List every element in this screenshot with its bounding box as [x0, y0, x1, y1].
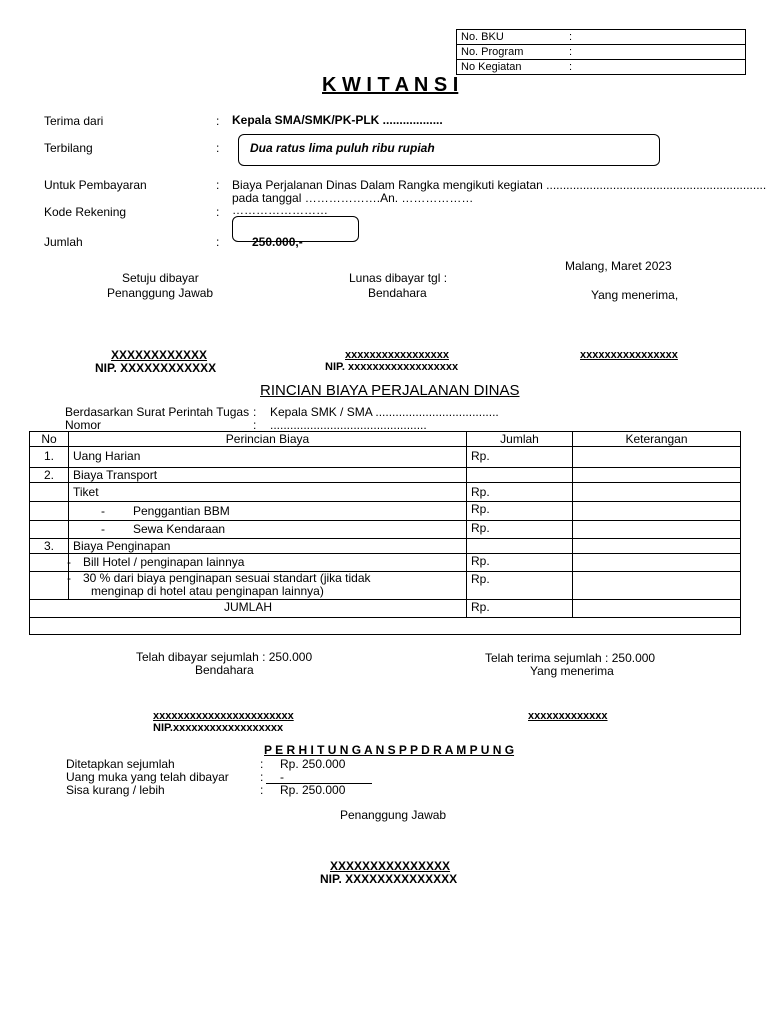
signatory-name-3: xxxxxxxxxxxxxxxx: [580, 349, 678, 361]
total-amount: Rp.: [467, 600, 573, 618]
table-row: [30, 447, 741, 468]
row-note: [573, 468, 741, 483]
row-amount: Rp.: [467, 554, 573, 572]
table-header-row: [30, 432, 741, 447]
row-desc: [69, 502, 467, 521]
colon: :: [216, 205, 220, 219]
header-jumlah: Jumlah: [467, 432, 573, 447]
colon: :: [260, 783, 264, 797]
row-amount: Rp.: [467, 483, 573, 502]
row-note: [573, 521, 741, 539]
colon: :: [253, 405, 257, 419]
table-row: [30, 502, 741, 521]
row-no: [30, 572, 69, 600]
table-row: [30, 483, 741, 502]
penanggung-jawab-bottom: Penanggung Jawab: [340, 808, 447, 822]
table-empty-row: [30, 618, 741, 635]
row-desc: Biaya Penginapan: [69, 539, 467, 554]
header-row-kegiatan: [457, 60, 746, 75]
colon: :: [216, 141, 220, 155]
row-desc: [69, 554, 467, 572]
row-desc-text: Penggantian BBM: [133, 504, 230, 518]
row-note: [573, 447, 741, 468]
colon: :: [216, 178, 220, 192]
bullet-dash: -: [101, 504, 105, 518]
row-desc: [69, 572, 467, 600]
empty-cell: [30, 618, 741, 635]
colon: :: [253, 418, 257, 432]
kode-rekening-value: ……………………: [232, 203, 328, 217]
uang-muka-value: -: [280, 770, 284, 784]
row-amount: Rp.: [467, 521, 573, 539]
header-info-box: [456, 29, 746, 75]
penanggung-jawab: Penanggung Jawab: [107, 286, 214, 300]
perhitungan-title: P E R H I T U N G A N S P P D R A M P U N G: [264, 743, 515, 757]
row-note: [573, 572, 741, 600]
table-row: [30, 468, 741, 483]
untuk-pembayaran-label: Untuk Pembayaran: [44, 178, 147, 192]
row-amount: Rp.: [467, 502, 573, 521]
header-no: No: [30, 432, 69, 447]
row-desc-text: 30 % dari biaya penginapan sesuai standart (jika tidak: [83, 571, 371, 585]
row-desc-text-2: menginap di hotel atau penginapan lainnya): [91, 584, 324, 598]
table-total-row: [30, 600, 741, 618]
untuk-pembayaran-value-2: pada tanggal ……………….An. ………………: [232, 191, 474, 205]
sisa-label: Sisa kurang / lebih: [66, 783, 165, 797]
signatory-nip-mid-1: NIP.xxxxxxxxxxxxxxxxxx: [153, 722, 284, 734]
table-row: [30, 572, 741, 600]
total-label: JUMLAH: [30, 600, 467, 618]
row-desc-text: Sewa Kendaraan: [133, 522, 226, 536]
colon: :: [216, 114, 220, 128]
rincian-table: [29, 431, 741, 635]
signatory-name-2: xxxxxxxxxxxxxxxxx: [345, 349, 450, 361]
yang-menerima-mid: Yang menerima: [530, 664, 614, 678]
row-no: [30, 502, 69, 521]
ditetapkan-label: Ditetapkan sejumlah: [66, 757, 175, 771]
bullet-dash: -: [67, 555, 71, 569]
telah-dibayar: Telah dibayar sejumlah : 250.000: [136, 650, 313, 664]
signatory-name-1: XXXXXXXXXXXX: [111, 348, 208, 362]
colon: :: [216, 235, 220, 249]
telah-terima: Telah terima sejumlah : 250.000: [485, 651, 656, 665]
row-desc: Tiket: [69, 483, 467, 502]
sisa-value: Rp. 250.000: [280, 783, 346, 797]
row-amount: [467, 468, 573, 483]
nomor-value: ...............................................: [270, 418, 427, 432]
untuk-pembayaran-value: Biaya Perjalanan Dinas Dalam Rangka mengikuti kegiatan ..................................................................: [232, 178, 767, 192]
sp-value: Kepala SMK / SMA .....................................: [270, 405, 499, 419]
row-desc: Biaya Transport: [69, 468, 467, 483]
header-value: :: [565, 45, 746, 60]
row-no: [30, 521, 69, 539]
place-date: Malang, Maret 2023: [565, 259, 672, 273]
row-desc-text: Bill Hotel / penginapan lainnya: [83, 555, 245, 569]
rincian-title: RINCIAN BIAYA PERJALANAN DINAS: [260, 382, 520, 399]
header-perincian: Perincian Biaya: [69, 432, 467, 447]
table-row: [30, 554, 741, 572]
header-label: No Kegiatan: [457, 60, 566, 75]
ditetapkan-value: Rp. 250.000: [280, 757, 346, 771]
table-row: [30, 521, 741, 539]
uang-muka-label: Uang muka yang telah dibayar: [66, 770, 229, 784]
bendahara-mid: Bendahara: [195, 663, 254, 677]
row-note: [573, 483, 741, 502]
jumlah-value: 250.000,-: [252, 235, 303, 249]
header-keterangan: Keterangan: [573, 432, 741, 447]
signatory-nip-bottom: NIP. XXXXXXXXXXXXXX: [320, 872, 458, 886]
row-no: [30, 483, 69, 502]
colon: :: [260, 770, 264, 784]
row-no: 2.: [30, 468, 69, 483]
header-row-bku: [457, 30, 746, 45]
header-label: No. BKU: [457, 30, 566, 45]
row-no: 1.: [30, 447, 69, 468]
row-amount: Rp.: [467, 447, 573, 468]
nomor-label: Nomor: [65, 418, 102, 432]
signatory-name-mid-1: xxxxxxxxxxxxxxxxxxxxxxx: [153, 710, 294, 722]
total-note: [573, 600, 741, 618]
row-note: [573, 502, 741, 521]
bendahara: Bendahara: [368, 286, 427, 300]
row-no: [30, 554, 69, 572]
row-amount: Rp.: [467, 572, 573, 600]
row-note: [573, 554, 741, 572]
signatory-nip-1: NIP. XXXXXXXXXXXX: [95, 361, 217, 375]
page-title: K W I T A N S I: [322, 74, 459, 96]
colon: :: [260, 757, 264, 771]
terbilang-label: Terbilang: [44, 141, 93, 155]
setuju-dibayar: Setuju dibayar: [122, 271, 199, 285]
row-amount: [467, 539, 573, 554]
terima-dari-label: Terima dari: [44, 114, 104, 128]
row-desc: Uang Harian: [69, 447, 467, 468]
header-row-program: [457, 45, 746, 60]
signatory-name-bottom: XXXXXXXXXXXXXXX: [330, 859, 451, 873]
signatory-nip-2: NIP. xxxxxxxxxxxxxxxxxx: [325, 361, 459, 373]
header-value: :: [565, 60, 746, 75]
header-label: No. Program: [457, 45, 566, 60]
row-no: 3.: [30, 539, 69, 554]
kode-rekening-label: Kode Rekening: [44, 205, 127, 219]
jumlah-label: Jumlah: [44, 235, 83, 249]
row-note: [573, 539, 741, 554]
bullet-dash: -: [67, 571, 71, 585]
row-desc: [69, 521, 467, 539]
table-row: [30, 539, 741, 554]
bullet-dash: -: [101, 522, 105, 536]
yang-menerima: Yang menerima,: [591, 288, 679, 302]
sp-label: Berdasarkan Surat Perintah Tugas: [65, 405, 250, 419]
terbilang-value: Dua ratus lima puluh ribu rupiah: [250, 141, 435, 155]
lunas-dibayar: Lunas dibayar tgl :: [349, 271, 448, 285]
terima-dari-value: Kepala SMA/SMK/PK-PLK ..................: [232, 113, 443, 127]
header-value: :: [565, 30, 746, 45]
signatory-name-mid-2: xxxxxxxxxxxxx: [528, 710, 608, 722]
